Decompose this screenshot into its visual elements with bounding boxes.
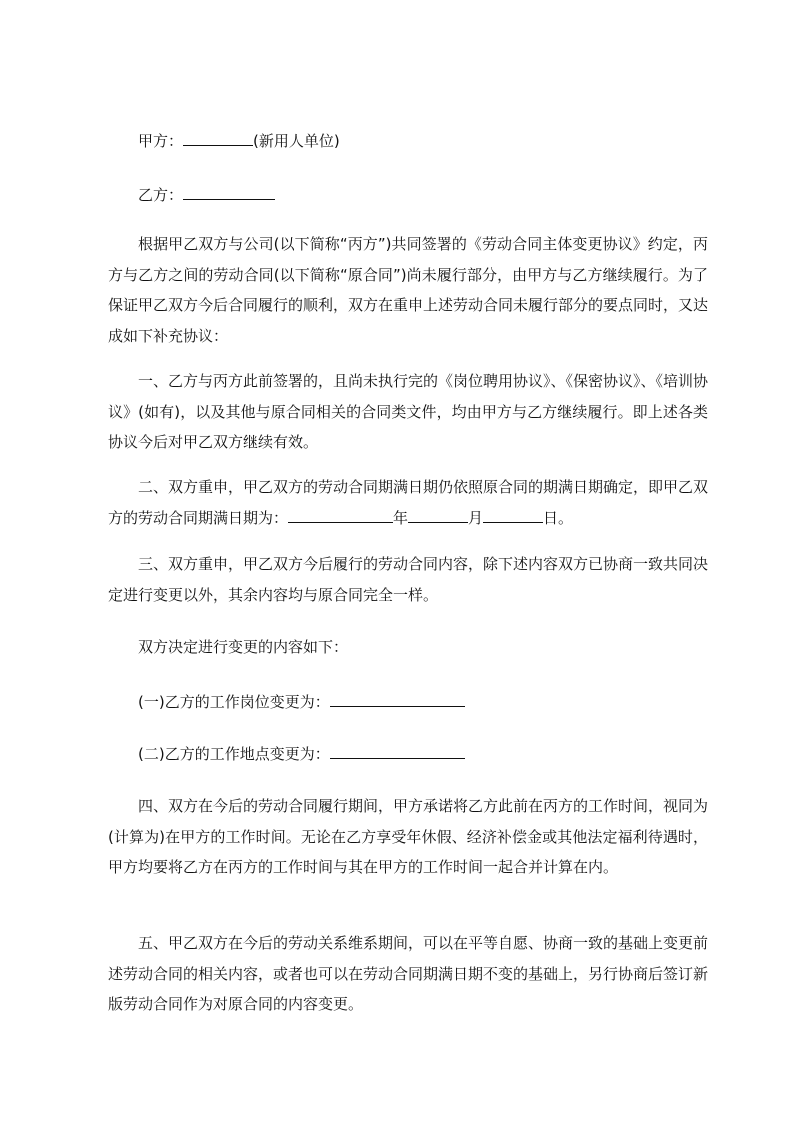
- clause-3: 三、双方重申，甲乙双方今后履行的劳动合同内容，除下述内容双方已协商一致共同决定进行变更以外，其余内容均与原合同完全一样。: [108, 555, 709, 604]
- party-a-blank: [183, 129, 253, 146]
- intro-paragraph: 根据甲乙双方与公司(以下简称“丙方”)共同签署的《劳动合同主体变更协议》约定，丙方与乙方之间的劳动合同(以下简称“原合同”)尚未履行部分，由甲方与乙方继续履行。为了保证甲乙双方今后合同履行的顺利，双方在重申上述劳动合同未履行部分的要点同时，又达成如下补充协议：: [108, 235, 709, 345]
- party-b-label: 乙方：: [138, 186, 184, 204]
- day-label: 日。: [543, 508, 574, 527]
- party-a-note: (新用人单位): [253, 132, 340, 150]
- clause-2-text: 二、双方重申，甲乙双方的劳动合同期满日期仍依照原合同的期满日期确定，即甲乙双方的劳动合同期满日期为：: [108, 478, 709, 527]
- party-b-blank: [183, 183, 275, 200]
- change-1-label: (一)乙方的工作岗位变更为：: [138, 693, 330, 711]
- party-b-line: [108, 180, 708, 210]
- clause-5: 五、甲乙双方在今后的劳动关系维系期间，可以在平等自愿、协商一致的基础上变更前述劳动合同的相关内容，或者也可以在劳动合同期满日期不变的基础上，另行协商后签订新版劳动合同作为对原合同的内容变更。: [108, 934, 709, 1013]
- day-blank: [483, 506, 543, 523]
- month-label: 月: [468, 508, 484, 527]
- year-blank: [288, 506, 393, 523]
- change-item-2: [108, 739, 708, 769]
- changes-heading: 双方决定进行变更的内容如下：: [138, 638, 349, 656]
- year-label: 年: [393, 508, 409, 527]
- location-blank: [330, 742, 465, 759]
- party-a-label: 甲方：: [138, 132, 184, 150]
- change-2-label: (二)乙方的工作地点变更为：: [138, 745, 330, 763]
- position-blank: [330, 690, 465, 707]
- party-a-line: [108, 126, 708, 156]
- month-blank: [408, 506, 468, 523]
- clause-2: [108, 472, 708, 533]
- clause-1: 一、乙方与丙方此前签署的，且尚未执行完的《岗位聘用协议》、《保密协议》、《培训协议》(如有)，以及其他与原合同相关的合同类文件，均由甲方与乙方继续履行。即上述各类协议今后对甲乙双方继续有效。: [108, 372, 709, 451]
- change-item-1: [108, 687, 708, 717]
- clause-4: 四、双方在今后的劳动合同履行期间，甲方承诺将乙方此前在丙方的工作时间，视同为(计算为)在甲方的工作时间。无论在乙方享受年休假、经济补偿金或其他法定福利待遇时，甲方均要将乙方在丙方的工作时间与其在甲方的工作时间一起合并计算在内。: [108, 797, 709, 876]
